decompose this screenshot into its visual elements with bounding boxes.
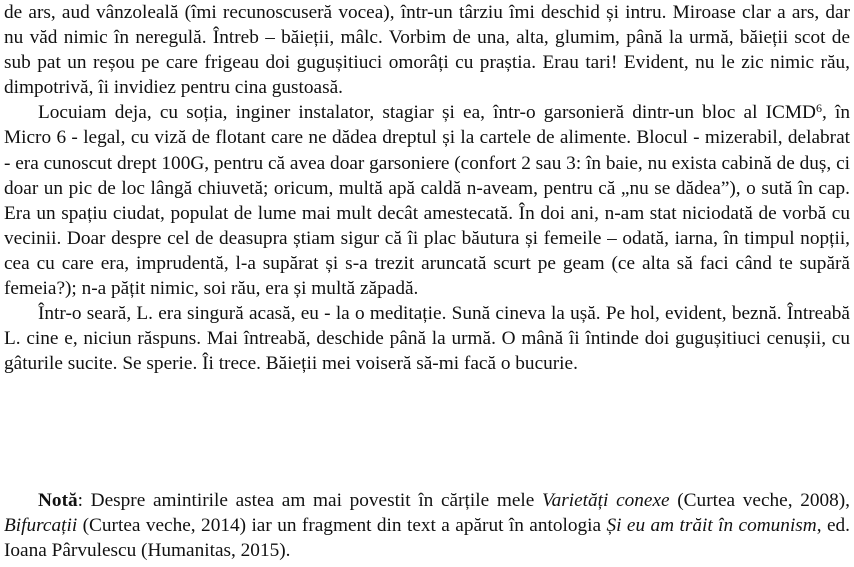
- note-label: Notă: [38, 490, 78, 511]
- book-title-2: Bifurcații: [4, 515, 78, 537]
- paragraph-1: de ars, aud vânzoleală (îmi recunoscuseră vocea), într-un târziu îmi deschid și intru. Miroase clar a ars, dar nu văd nimic în neregulă. Întreb – băieții, mâlc. Vorbim de una, alta, glumim, până la urmă, băieții scot de sub pat un reșou pe care frigeau doi gugușitiuci omorâți cu praștia. Erau tari! Evident, nu le zic nimic rău, dimpotrivă, îi invidiez pentru cina gustoasă.: [4, 2, 850, 99]
- paragraph-2-text-a: Locuiam deja, cu soția, inginer instalator, stagiar și ea, într-o garsonieră dintr-un bloc al ICMD: [38, 102, 816, 124]
- note-text-2: (Curtea veche, 2008),: [669, 490, 851, 511]
- author-note: [4, 488, 850, 563]
- anthology-title: Și eu am trăit în comunism: [606, 515, 817, 537]
- note-text-4: , ed. Ioana Pârvulescu (Humanitas, 2015).: [4, 515, 850, 562]
- paragraph-2-text-b: , în Micro 6 - legal, cu viză de flotant care ne dădea dreptul și la cartele de alimente. Blocul - mizerabil, delabrat - era cunoscut drept 100G, pentru că avea doar garsoniere (confort 2 sau 3: în baie, nu exista cabină de duș, ci doar un pic de loc lângă chiuvetă; oricum, multă apă caldă n-aveam, pentru că „nu se dădea”), o sută în cap. Era un spațiu ciudat, populat de lume mai mult decât amestecată. În doi ani, n-am stat niciodată de vorbă cu vecinii. Doar despre cel de deasupra știam sigur că îi plac băutura și femeile – odată, iarna, în timpul nopții, cea cu care era, imprudentă, l-a supărat și s-a trezit aruncată scurt pe geam (ce alta să faci când te supără femeia?); n-a pățit nimic, soi rău, era și multă zăpadă.: [4, 102, 850, 300]
- paragraph-2: [4, 100, 850, 301]
- note-text-3: (Curtea veche, 2014) iar un fragment din text a apărut în antologia: [77, 515, 607, 537]
- book-title-1: Varietăți conexe: [541, 490, 670, 511]
- note-text-1: : Despre amintirile astea am mai povestit în cărțile mele: [77, 490, 542, 511]
- paragraph-3: Într-o seară, L. era singură acasă, eu - la o meditație. Sună cineva la ușă. Pe hol, evident, beznă. Întreabă L. cine e, niciun răspuns. Mai întreabă, deschide până la urmă. O mână îi întinde doi gugușitiuci cenușii, cu gâturile sucite. Se sperie. Îi trece. Băieții mei voiseră să-mi facă o bucurie.: [4, 303, 850, 375]
- footnote-reference: 6: [816, 101, 822, 116]
- document-body: [4, 0, 850, 376]
